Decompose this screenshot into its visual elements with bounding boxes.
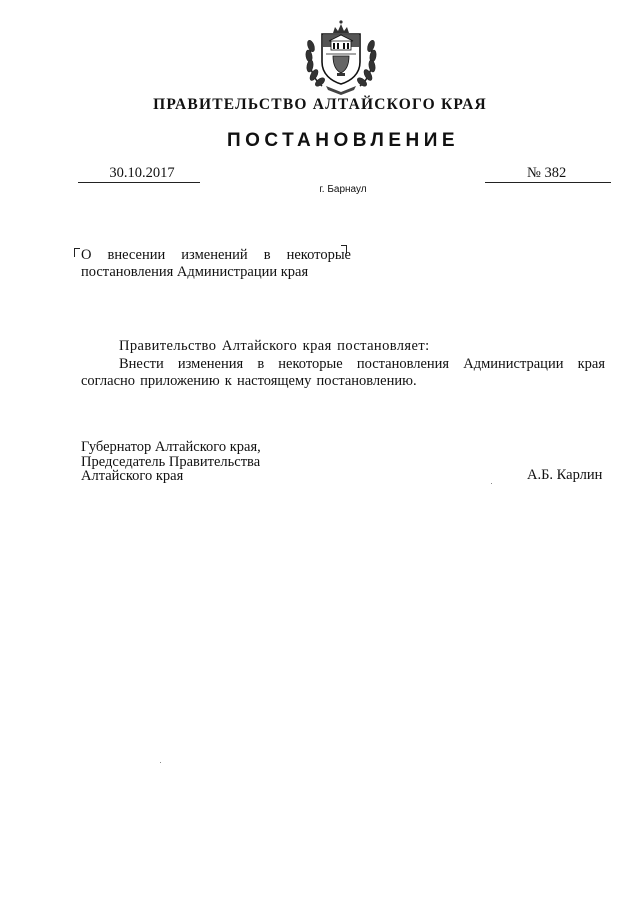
signatory-position	[81, 440, 261, 484]
document-city: г. Барнаул	[319, 184, 367, 195]
signatory-position-line3: Алтайского края	[81, 468, 184, 484]
scan-speck	[160, 762, 161, 763]
document-type-heading: ПОСТАНОВЛЕНИЕ	[226, 130, 460, 151]
government-title: ПРАВИТЕЛЬСТВО АЛТАЙСКОГО КРАЯ	[153, 96, 487, 113]
signatory-position-line1: Губернатор Алтайского края,	[81, 439, 261, 455]
subject-bracket-left	[74, 248, 80, 257]
document-body	[81, 338, 605, 391]
subject-bracket-right	[341, 245, 347, 254]
body-clause: Внести изменения в некоторые постановления Администрации края согласно приложению к настоящему постановлению.	[81, 355, 605, 389]
signatory-name: А.Б. Карлин	[527, 467, 603, 483]
signatory-position-line2: Председатель Правительства	[81, 453, 261, 470]
scan-speck	[491, 483, 492, 484]
body-preamble: Правительство Алтайского края постановляет:	[119, 338, 430, 354]
altai-krai-coat-of-arms-icon	[300, 16, 382, 98]
document-subject: О внесении изменений в некоторые постановления Администрации края	[81, 247, 351, 280]
document-date: 30.10.2017	[78, 165, 200, 183]
document-number-field	[485, 165, 611, 183]
document-number: № 382	[527, 165, 567, 181]
